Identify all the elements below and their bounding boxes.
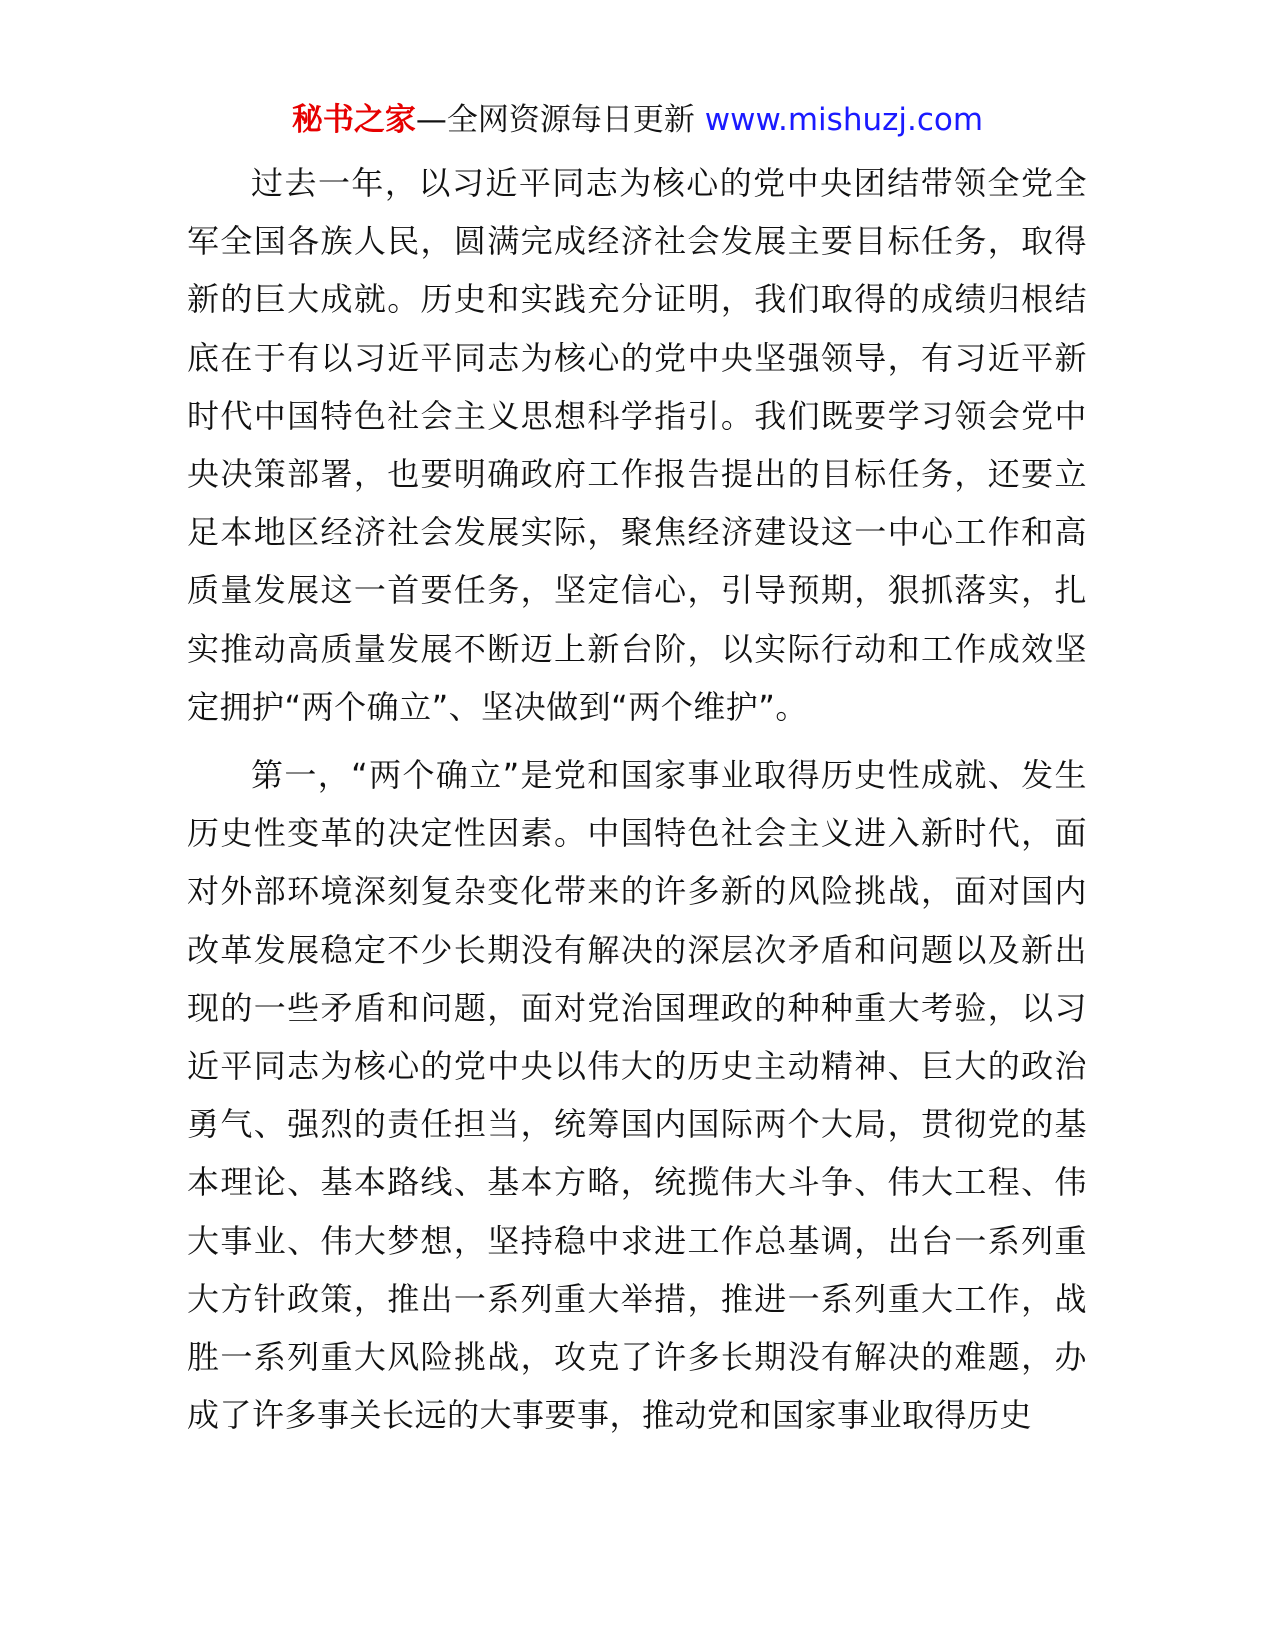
paragraph-1: 过去一年，以习近平同志为核心的党中央团结带领全党全军全国各族人民，圆满完成经济社会发展主要目标任务，取得新的巨大成就。历史和实践充分证明，我们取得的成绩归根结底在于有以习近平同志为核心的党中央坚强领导，有习近平新时代中国特色社会主义思想科学指引。我们既要学习领会党中央决策部署，也要明确政府工作报告提出的目标任务，还要立足本地区经济社会发展实际，聚焦经济建设这一中心工作和高质量发展这一首要任务，坚定信心，引导预期，狠抓落实，扎实推动高质量发展不断迈上新台阶，以实际行动和工作成效坚定拥护“两个确立”、坚决做到“两个维护”。 <box>187 164 1087 726</box>
paragraph-2: 第一，“两个确立”是党和国家事业取得历史性成就、发生历史性变革的决定性因素。中国特色社会主义进入新时代，面对外部环境深刻复杂变化带来的许多新的风险挑战，面对国内改革发展稳定不少长期没有解决的深层次矛盾和问题以及新出现的一些矛盾和问题，面对党治国理政的种种重大考验，以习近平同志为核心的党中央以伟大的历史主动精神、巨大的政治勇气、强烈的责任担当，统筹国内国际两个大局，贯彻党的基本理论、基本路线、基本方略，统揽伟大斗争、伟大工程、伟大事业、伟大梦想，坚持稳中求进工作总基调，出台一系列重大方针政策，推出一系列重大举措，推进一系列重大工作，战胜一系列重大风险挑战，攻克了许多长期没有解决的难题，办成了许多事关长远的大事要事，推动党和国家事业取得历史 <box>187 756 1087 1435</box>
document-body <box>187 154 1087 1444</box>
site-url[interactable]: www.mishuzj.com <box>704 102 984 138</box>
header-tagline: —全网资源每日更新 <box>415 102 705 138</box>
site-header <box>0 98 1275 142</box>
brand-name: 秘书之家 <box>291 102 416 138</box>
